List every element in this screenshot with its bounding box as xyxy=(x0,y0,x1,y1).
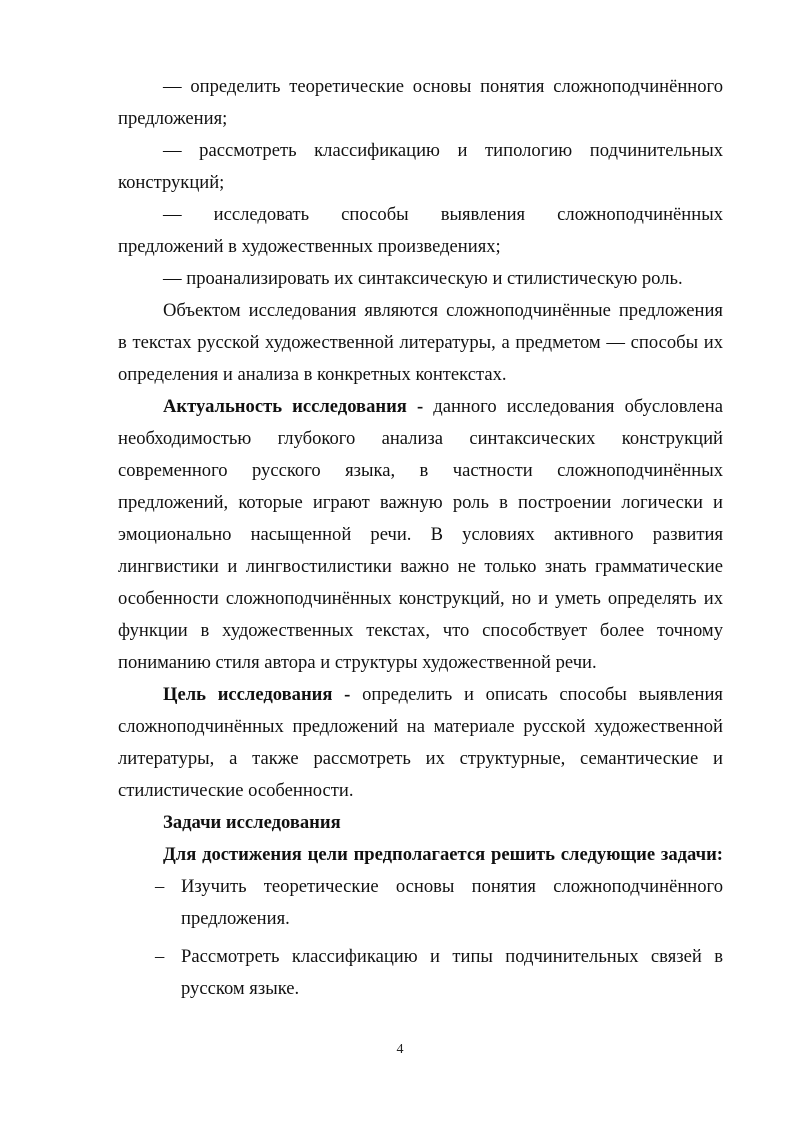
list-item xyxy=(118,941,723,1005)
relevance-text: данного исследования обусловлена необходимостью глубокого анализа синтаксических конструкций современного русского языка, в частности сложноподчинённых предложений, которые играют важную роль в построении логически и эмоционально насыщенной речи. В условиях активного развития лингвистики и лингвостилистики важно не только знать грамматические особенности сложноподчинённых конструкций, но и уметь определять их функции в художественных текстах, что способствует более точному пониманию стиля автора и структуры художественной речи. xyxy=(118,396,724,673)
object-paragraph: Объектом исследования являются сложноподчинённые предложения в текстах русской художественной литературы, а предметом — способы их определения и анализа в конкретных контекстах. xyxy=(118,300,723,385)
goal-lead: Цель исследования - xyxy=(163,684,351,705)
task-text: Изучить теоретические основы понятия сложноподчинённого предложения. xyxy=(181,876,723,929)
list-dash: – xyxy=(155,946,165,967)
bullet-item: — проанализировать их синтаксическую и стилистическую роль. xyxy=(163,268,683,289)
bullet-item: — рассмотреть классификацию и типологию подчинительных конструкций; xyxy=(118,140,723,193)
page-number: 4 xyxy=(396,1042,404,1057)
goal-paragraph xyxy=(118,679,723,807)
task-text: Рассмотреть классификацию и типы подчинительных связей в русском языке. xyxy=(181,946,723,999)
tasks-heading: Задачи исследования xyxy=(163,812,341,833)
list-item xyxy=(118,871,723,935)
goal-text: определить и описать способы выявления сложноподчинённых предложений на материале русской художественной литературы, а также рассмотреть их структурные, семантические и стилистические особенности. xyxy=(118,684,723,801)
list-dash: – xyxy=(155,876,165,897)
bullet-item: — определить теоретические основы понятия сложноподчинённого предложения; xyxy=(118,76,723,129)
bullet-item: — исследовать способы выявления сложноподчинённых предложений в художественных произведениях; xyxy=(118,204,723,257)
tasks-intro: Для достижения цели предполагается решить следующие задачи: xyxy=(163,844,723,865)
relevance-paragraph xyxy=(118,391,723,679)
relevance-lead: Актуальность исследования - xyxy=(163,396,424,417)
document-page xyxy=(118,71,723,1011)
tasks-list xyxy=(118,871,723,1005)
